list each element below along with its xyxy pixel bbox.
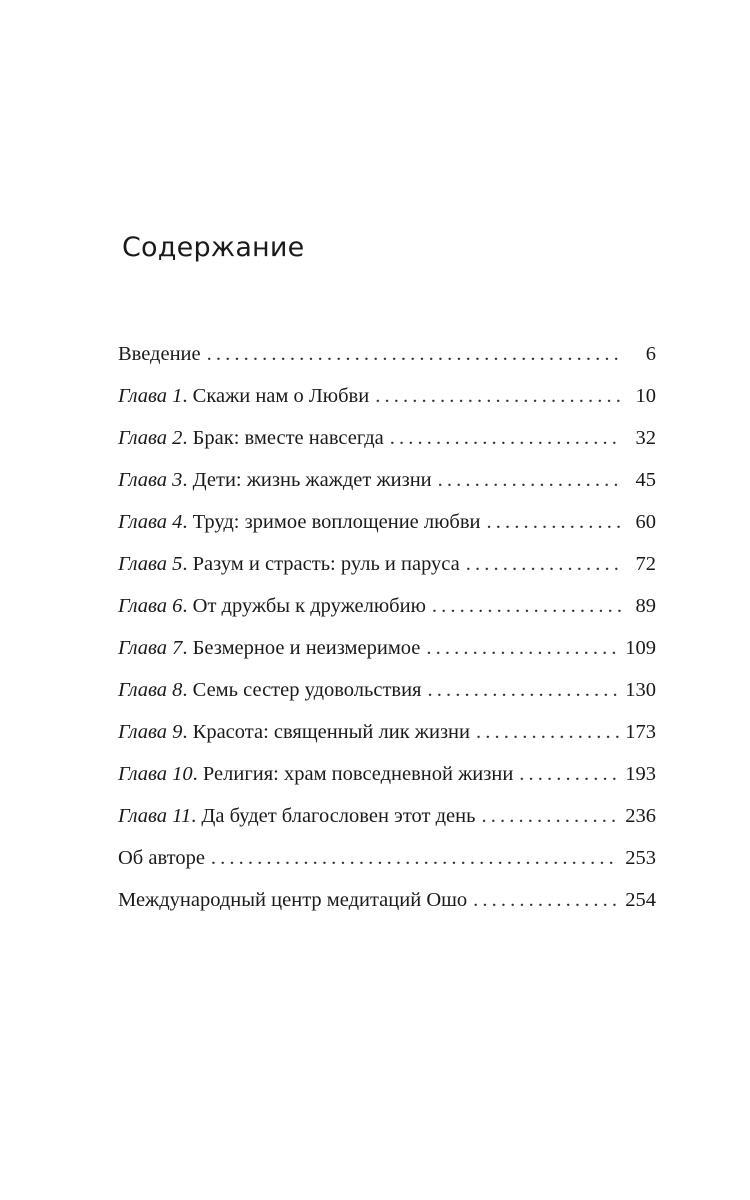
dot-leader [207,338,622,370]
entry-title: . Скажи нам о Любви [182,385,370,407]
toc-entry-chapter-7[interactable] [118,632,656,674]
toc-entry-label [118,758,513,790]
page-number: 109 [625,637,656,659]
entry-title: . Да будет благословен этот день [191,805,476,827]
page-number: 130 [625,679,656,701]
page-number: 32 [635,427,656,449]
toc-entry-chapter-8[interactable] [118,674,656,716]
toc-entry-chapter-2[interactable] [118,422,656,464]
entry-title: Об авторе [118,847,205,869]
page-number: 89 [635,595,656,617]
entry-title: Введение [118,343,201,365]
dot-leader [211,842,619,874]
page-number: 173 [625,721,656,743]
dot-leader [487,506,622,538]
toc-entry-label [118,842,205,874]
dot-leader [519,758,619,790]
chapter-prefix: Глава 9 [118,721,183,743]
toc-entry-chapter-4[interactable] [118,506,656,548]
toc-entry-label [118,506,481,538]
dot-leader [473,884,619,916]
chapter-prefix: Глава 7 [118,637,183,659]
toc-entry-label [118,422,384,454]
toc-entry-chapter-5[interactable] [118,548,656,590]
entry-title: Международный центр медитаций Ошо [118,889,468,911]
page-number: 60 [635,511,656,533]
chapter-prefix: Глава 10 [118,763,193,785]
chapter-prefix: Глава 2 [118,427,183,449]
toc-entry-introduction[interactable] [118,338,656,380]
dot-leader [432,590,622,622]
entry-title: . Семь сестер удовольствия [182,679,422,701]
entry-title: . Разум и страсть: руль и паруса [182,553,460,575]
entry-title: . Безмерное и неизмеримое [182,637,421,659]
toc-entry-chapter-6[interactable] [118,590,656,632]
dot-leader [426,632,619,664]
chapter-prefix: Глава 3 [118,469,183,491]
toc-entry-label [118,464,432,496]
dot-leader [466,548,622,580]
toc-list [118,338,656,926]
toc-entry-label [118,674,422,706]
page-number: 253 [625,847,656,869]
page-number: 236 [625,805,656,827]
toc-entry-chapter-1[interactable] [118,380,656,422]
entry-title: . Красота: священный лик жизни [182,721,470,743]
toc-entry-chapter-10[interactable] [118,758,656,800]
toc-title: Содержание [122,232,305,263]
toc-entry-label [118,380,369,412]
entry-title: . Брак: вместе навсегда [182,427,384,449]
dot-leader [481,800,619,832]
dot-leader [476,716,619,748]
page-number: 6 [645,343,656,365]
chapter-prefix: Глава 11 [118,805,192,827]
entry-title: . От дружбы к дружелюбию [182,595,426,617]
toc-entry-chapter-9[interactable] [118,716,656,758]
toc-entry-meditation-center[interactable] [118,884,656,926]
chapter-prefix: Глава 6 [118,595,183,617]
toc-entry-label [118,338,201,370]
chapter-prefix: Глава 5 [118,553,183,575]
toc-entry-label [118,632,420,664]
chapter-prefix: Глава 4 [118,511,183,533]
page-number: 193 [625,763,656,785]
toc-entry-label [118,884,467,916]
entry-title: . Дети: жизнь жаждет жизни [182,469,432,491]
dot-leader [390,422,622,454]
chapter-prefix: Глава 8 [118,679,183,701]
page-number: 10 [635,385,656,407]
dot-leader [438,464,622,496]
toc-entry-about-author[interactable] [118,842,656,884]
dot-leader [375,380,622,412]
toc-entry-chapter-11[interactable] [118,800,656,842]
entry-title: . Труд: зримое воплощение любви [182,511,481,533]
page-number: 254 [625,889,656,911]
dot-leader [428,674,620,706]
toc-entry-label [118,590,426,622]
toc-entry-label [118,800,475,832]
toc-entry-chapter-3[interactable] [118,464,656,506]
toc-entry-label [118,548,460,580]
toc-entry-label [118,716,470,748]
entry-title: . Религия: храм повседневной жизни [192,763,514,785]
page-number: 45 [635,469,656,491]
chapter-prefix: Глава 1 [118,385,183,407]
page-number: 72 [635,553,656,575]
